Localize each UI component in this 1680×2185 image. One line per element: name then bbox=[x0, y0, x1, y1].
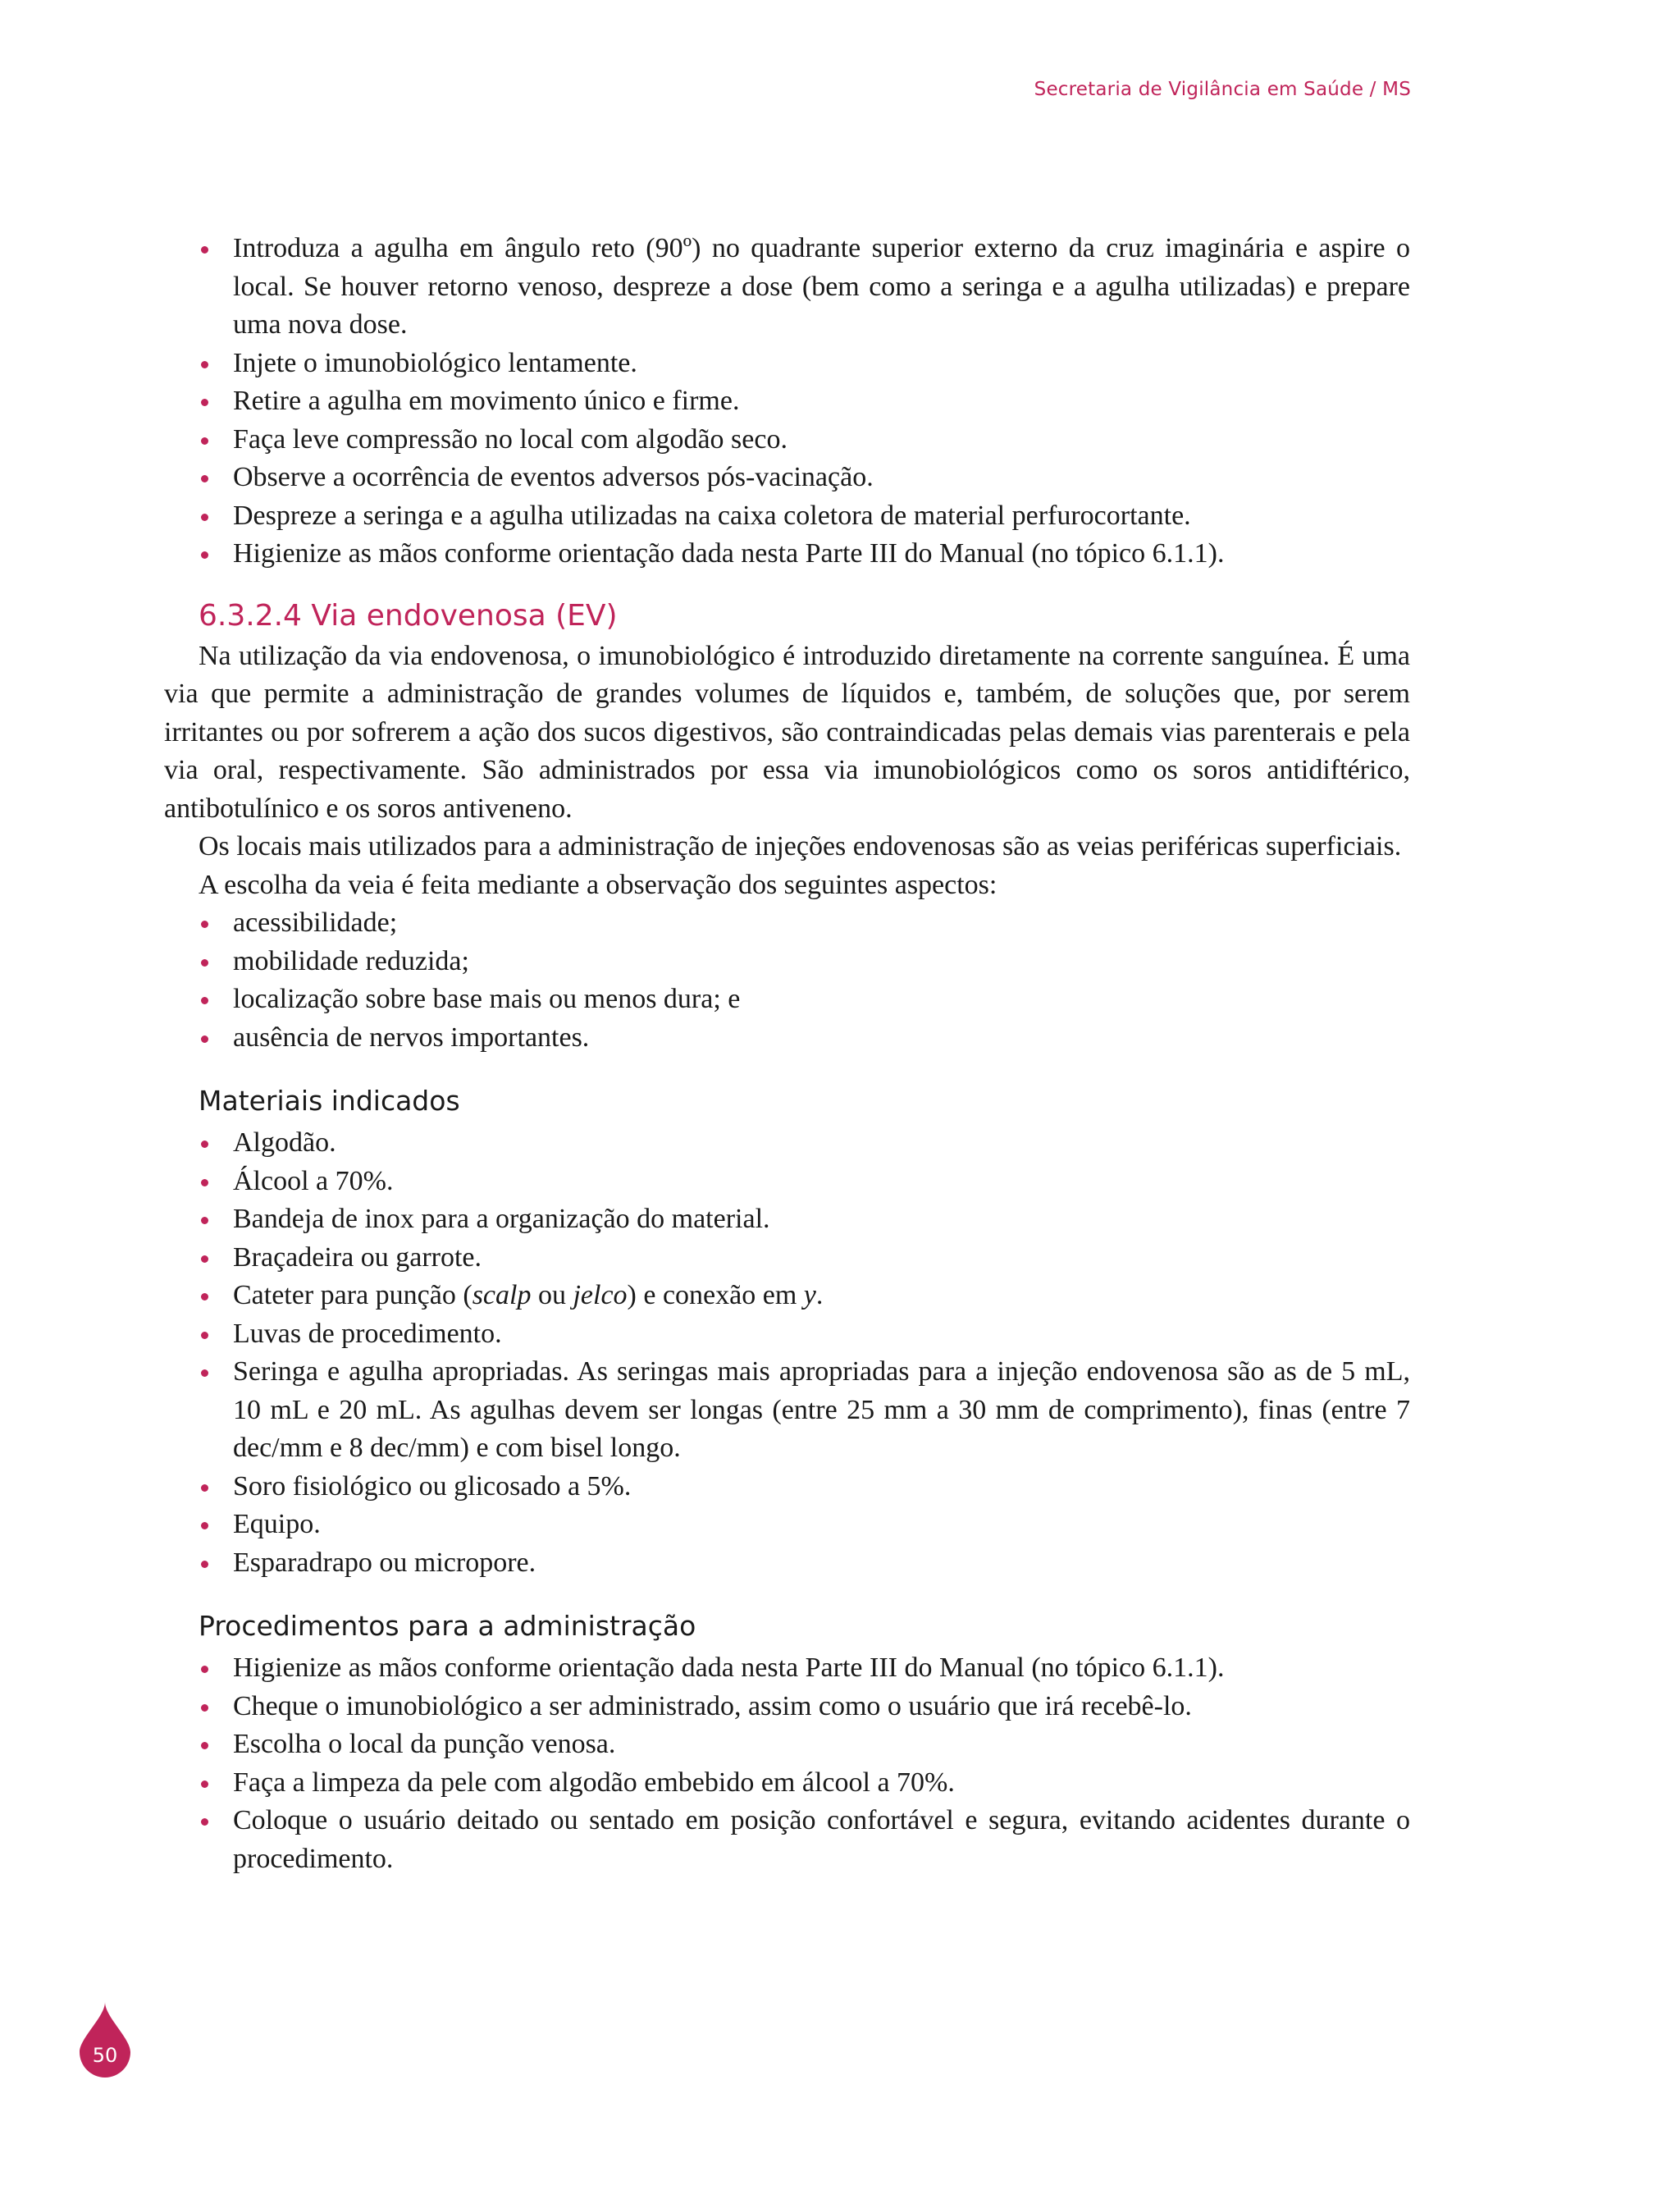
catheter-text: Cateter para punção ( bbox=[233, 1280, 472, 1310]
list-item: Luvas de procedimento. bbox=[164, 1315, 1410, 1354]
materials-heading: Materiais indicados bbox=[199, 1085, 460, 1117]
list-item: Retire a agulha em movimento único e firme. bbox=[164, 382, 1410, 421]
paragraph: A escolha da veia é feita mediante a observação dos seguintes aspectos: bbox=[199, 869, 998, 900]
list-item: Equipo. bbox=[164, 1506, 1410, 1544]
catheter-text: ou bbox=[531, 1280, 573, 1310]
list-item: localização sobre base mais ou menos dura; e bbox=[164, 981, 1410, 1019]
catheter-text: . bbox=[815, 1280, 824, 1310]
list-item: Seringa e agulha apropriadas. As seringas mais apropriadas para a injeção endovenosa são as de 5 mL, 10 mL e 20 mL. As agulhas devem ser longas (entre 25 mm a 30 mm de comprimento), finas (entre 7 dec/mm e 8 dec/mm) e com bisel longo. bbox=[164, 1353, 1410, 1468]
procedures-heading: Procedimentos para a administração bbox=[199, 1610, 696, 1642]
materials-list bbox=[164, 1124, 1410, 1582]
list-item: Escolha o local da punção venosa. bbox=[164, 1726, 1410, 1764]
list-item: Cheque o imunobiológico a ser administrado, assim como o usuário que irá recebê-lo. bbox=[164, 1688, 1410, 1726]
catheter-scalp-term: scalp bbox=[472, 1280, 532, 1310]
list-item: Despreze a seringa e a agulha utilizadas na caixa coletora de material perfurocortante. bbox=[164, 497, 1410, 536]
list-item: Algodão. bbox=[164, 1124, 1410, 1163]
list-item: Faça leve compressão no local com algodão seco. bbox=[164, 421, 1410, 459]
page-body bbox=[164, 230, 1410, 1878]
list-item: acessibilidade; bbox=[164, 904, 1410, 943]
list-item: Álcool a 70%. bbox=[164, 1163, 1410, 1201]
list-item: Coloque o usuário deitado ou sentado em posição confortável e segura, evitando acidentes durante o procedimento. bbox=[164, 1802, 1410, 1878]
vein-aspects-list bbox=[164, 904, 1410, 1057]
section-heading: 6.3.2.4 Via endovenosa (EV) bbox=[199, 598, 618, 633]
list-item: Introduza a agulha em ângulo reto (90º) no quadrante superior externo da cruz imaginária e aspire o local. Se houver retorno venoso, despreze a dose (bem como a seringa e a agulha utilizadas) e prepare uma nova dose. bbox=[164, 230, 1410, 345]
catheter-y-term: y bbox=[803, 1280, 816, 1310]
list-item: Higienize as mãos conforme orientação dada nesta Parte III do Manual (no tópico 6.1.1). bbox=[164, 535, 1410, 574]
catheter-text: ) e conexão em bbox=[627, 1280, 804, 1310]
list-item: Braçadeira ou garrote. bbox=[164, 1239, 1410, 1278]
list-item-catheter bbox=[164, 1277, 1410, 1315]
paragraph: Na utilização da via endovenosa, o imunobiológico é introduzido diretamente na corrente sanguínea. É uma via que permite a administração de grandes volumes de líquidos e, também, de soluções que, por serem irritantes ou por sofrerem a ação dos sucos digestivos, são contraindicadas pelas demais vias parenterais e pela via oral, respectivamente. São administrados por essa via imunobiológicos como os soros antidiftérico, antibotulínico e os soros antiveneno. bbox=[164, 640, 1410, 824]
list-item: Observe a ocorrência de eventos adversos pós-vacinação. bbox=[164, 459, 1410, 497]
paragraph: Os locais mais utilizados para a administração de injeções endovenosas são as veias periféricas superficiais. bbox=[199, 831, 1402, 862]
running-header: Secretaria de Vigilância em Saúde / MS bbox=[1034, 79, 1411, 100]
intro-procedure-list bbox=[164, 230, 1410, 574]
list-item: Bandeja de inox para a organização do material. bbox=[164, 1200, 1410, 1239]
list-item: Esparadrapo ou micropore. bbox=[164, 1544, 1410, 1583]
list-item: Faça a limpeza da pele com algodão embebido em álcool a 70%. bbox=[164, 1764, 1410, 1803]
page-number: 50 bbox=[92, 2044, 118, 2067]
list-item: Injete o imunobiológico lentamente. bbox=[164, 345, 1410, 383]
catheter-jelco-term: jelco bbox=[573, 1280, 628, 1310]
list-item: Soro fisiológico ou glicosado a 5%. bbox=[164, 1468, 1410, 1506]
list-item: mobilidade reduzida; bbox=[164, 943, 1410, 981]
list-item: ausência de nervos importantes. bbox=[164, 1019, 1410, 1058]
list-item: Higienize as mãos conforme orientação dada nesta Parte III do Manual (no tópico 6.1.1). bbox=[164, 1649, 1410, 1688]
procedures-list bbox=[164, 1649, 1410, 1878]
